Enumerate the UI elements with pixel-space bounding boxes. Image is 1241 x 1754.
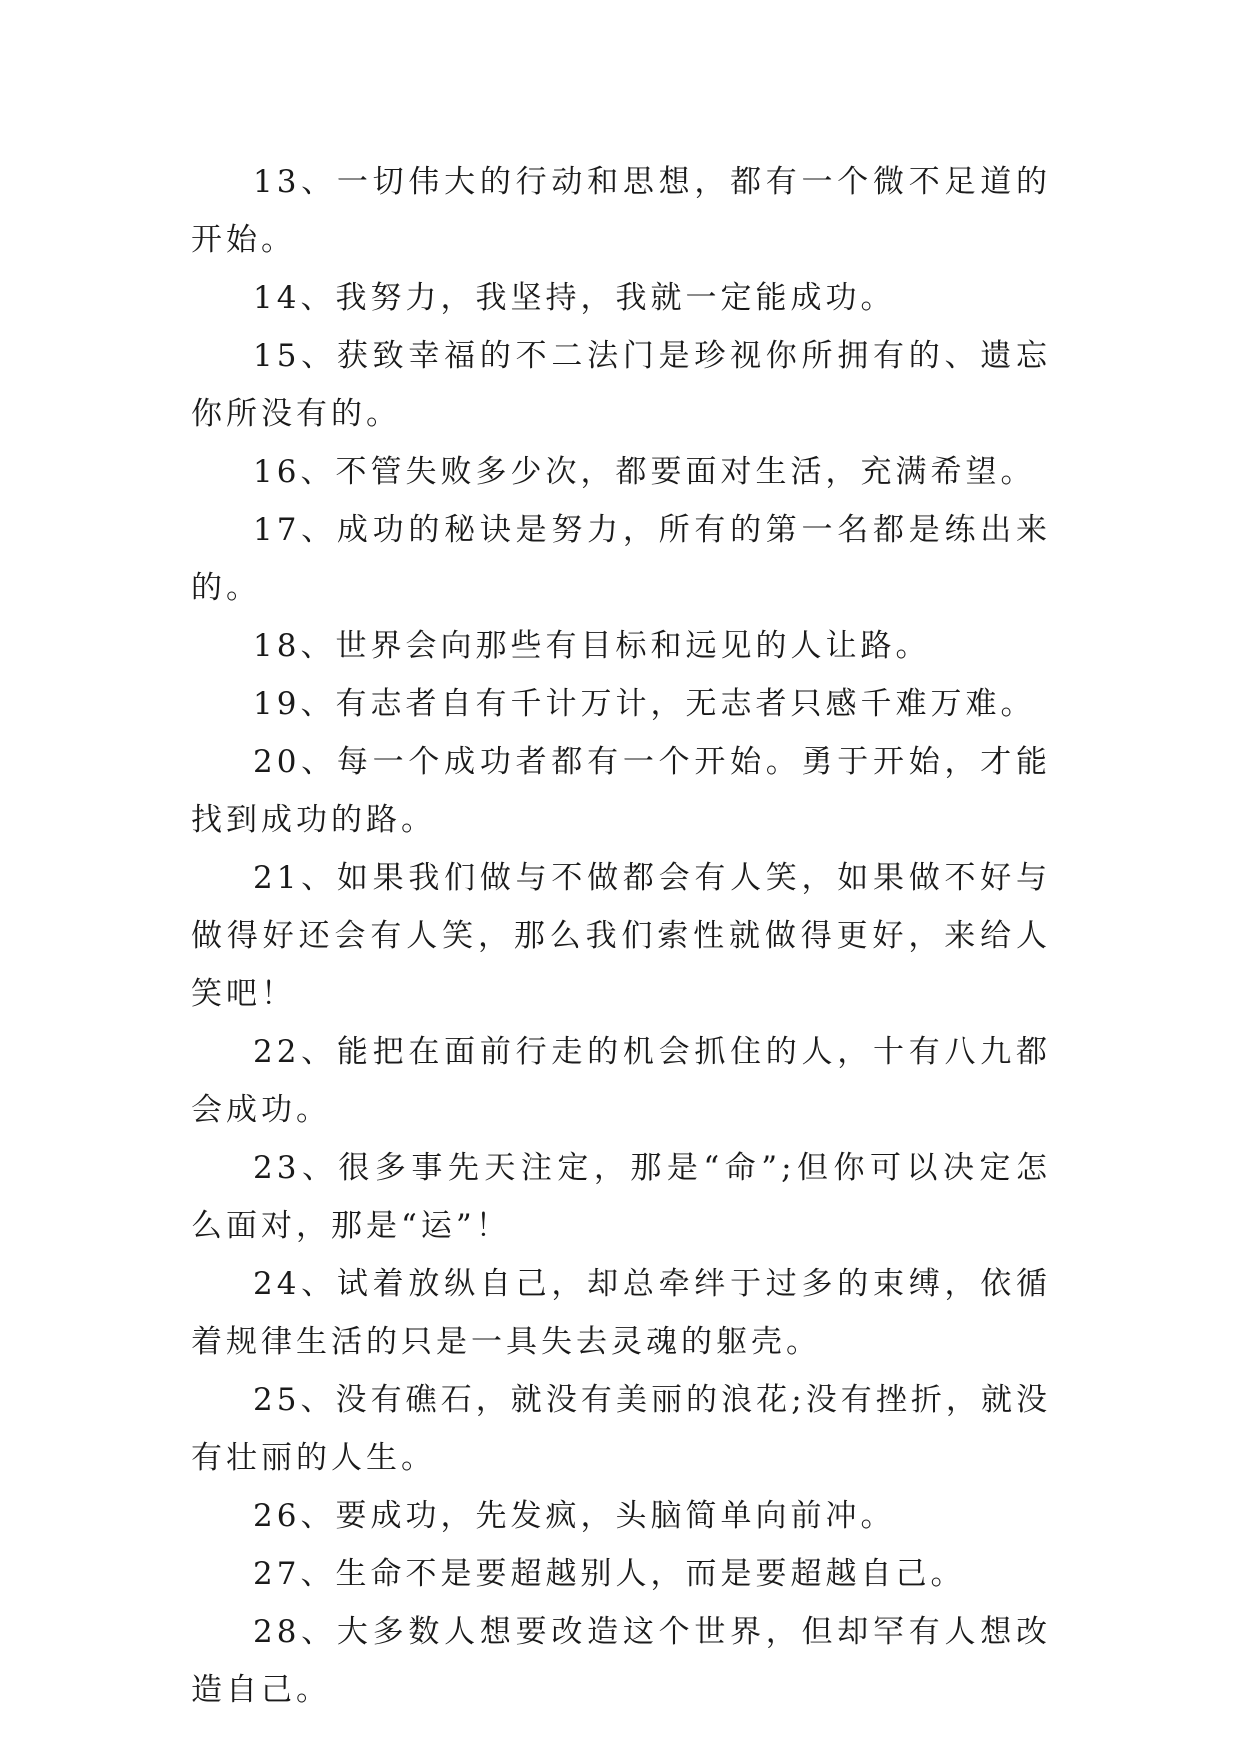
paragraph-19: 19、有志者自有千计万计，无志者只感千难万难。 (253, 686, 1036, 722)
paragraph-24: 24、试着放纵自己，却总牵绊于过多的束缚，依循着规律生活的只是一具失去灵魂的躯壳。 (191, 1266, 1051, 1360)
paragraph-27: 27、生命不是要超越别人，而是要超越自己。 (253, 1556, 966, 1592)
paragraph-18: 18、世界会向那些有目标和远见的人让路。 (253, 628, 931, 664)
paragraph-25: 25、没有礁石，就没有美丽的浪花;没有挫折，就没有壮丽的人生。 (191, 1382, 1051, 1476)
document-body (191, 153, 1051, 1719)
paragraph-17: 17、成功的秘诀是努力，所有的第一名都是练出来的。 (191, 512, 1051, 606)
paragraph-13: 13、一切伟大的行动和思想，都有一个微不足道的开始。 (191, 164, 1051, 258)
paragraph-21: 21、如果我们做与不做都会有人笑，如果做不好与做得好还会有人笑，那么我们索性就做得更好，来给人笑吧！ (191, 860, 1051, 1012)
paragraph-23: 23、很多事先天注定，那是“命”;但你可以决定怎么面对，那是“运”！ (191, 1150, 1051, 1244)
paragraph-20: 20、每一个成功者都有一个开始。勇于开始，才能找到成功的路。 (191, 744, 1051, 838)
paragraph-16: 16、不管失败多少次，都要面对生活，充满希望。 (253, 454, 1036, 490)
paragraph-14: 14、我努力，我坚持，我就一定能成功。 (253, 280, 896, 316)
paragraph-22: 22、能把在面前行走的机会抓住的人，十有八九都会成功。 (191, 1034, 1051, 1128)
paragraph-26: 26、要成功，先发疯，头脑简单向前冲。 (253, 1498, 896, 1534)
paragraph-28: 28、大多数人想要改造这个世界，但却罕有人想改造自己。 (191, 1614, 1051, 1708)
paragraph-15: 15、获致幸福的不二法门是珍视你所拥有的、遗忘你所没有的。 (191, 338, 1051, 432)
